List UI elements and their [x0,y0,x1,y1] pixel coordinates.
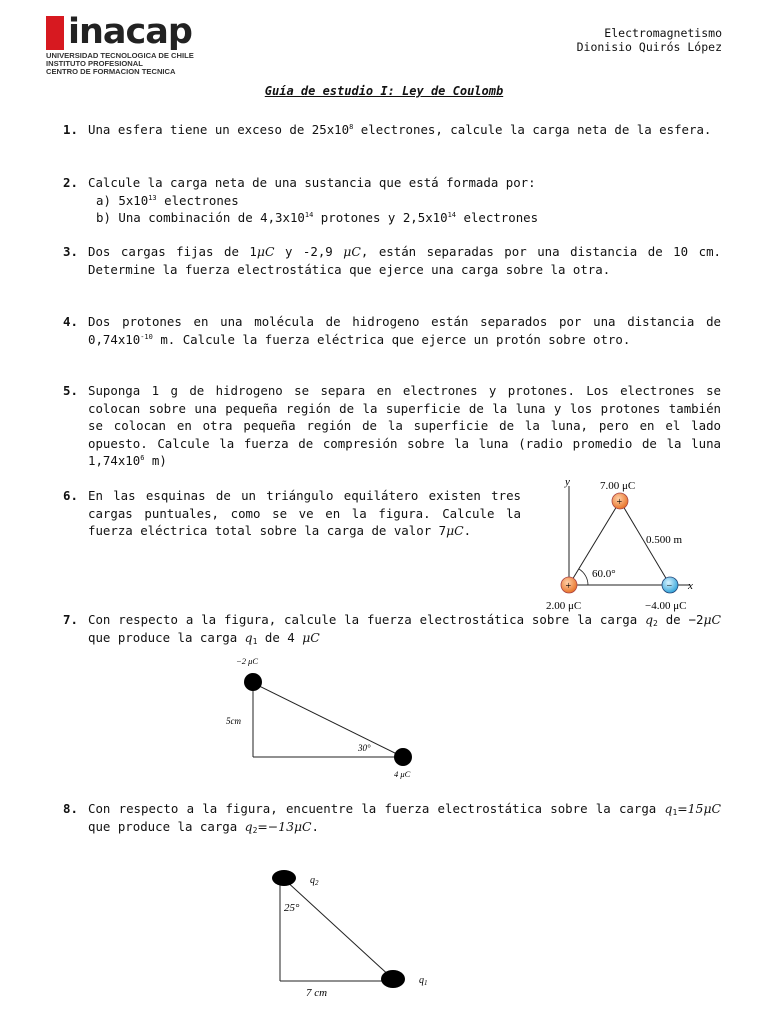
question-2: 2. Calcule la carga neta de una sustancia que está formada por: a) $5x10^{13}$ electrones b) Una combinación de $4,3x10^{14}$ protones y $2,5x10^{14}$ electrones [63,174,721,227]
minus-sign: − [666,581,673,592]
plus-sign: + [565,581,572,592]
left-charge-label: 2.00 μC [546,600,582,612]
question-8: 8. Con respecto a la figura, encuentre la fuerza electrostática sobre la carga q1=15μC que produce la carga q2=−13μC. [63,801,721,835]
figure-equilateral-triangle [530,474,720,616]
side-length-label: 0.500 m [646,534,683,546]
figure-right-triangle-8 [258,858,458,1004]
question-2-item-a: a) $5x10^{13}$ electrones [96,192,239,208]
question-6: 6. En las esquinas de un triángulo equilátero existen tres cargas puntuales, como se ve en la figura. Calcule la fuerza eléctrica total sobre la carga de valor 7μC. [63,488,521,538]
top-charge-label: −2 μC [236,656,259,666]
question-7: 7. Con respecto a la figura, calcule la fuerza electrostática sobre la carga q2 de −2μC que produce la carga q1 de 4 μC [63,612,721,646]
logo-subtitle: UNIVERSIDAD TECNOLOGICA DE CHILE INSTITUTO PROFESIONAL CENTRO DE FORMACION TECNICA [46,51,194,76]
charge-bottom-right [394,748,412,766]
hypotenuse [253,683,403,757]
charge-top [272,870,296,886]
bottom-charge-label: 4 μC [394,769,411,779]
base-length-label: 7 cm [306,987,328,999]
author-name: Dionisio Quirós López [576,40,722,54]
question-3: 3. Dos cargas fijas de 1μC y -2,9 μC, están separadas por una distancia de 10 cm. Determine la fuerza electrostática que ejerce una carga sobre la otra. [63,244,721,277]
course-name: Electromagnetismo [604,26,722,40]
angle-label: 25° [284,902,300,914]
course-header [577,26,722,54]
question-2-item-b: b) Una combinación de $4,3x10^{14}$ protones y $2,5x10^{14}$ electrones [96,210,539,225]
x-axis-label: x [688,580,693,592]
angle-label: 60.0° [592,568,616,580]
question-4: 4. Dos protones en una molécula de hidrogeno están separados por una distancia de $0,74x10^{-10}$ m. Calcule la fuerza eléctrica que ejerce un protón sobre otro. [63,314,721,347]
charge-bottom-right [381,970,405,988]
page-title: Guía de estudio I: Ley de Coulomb [264,84,504,98]
angle-label: 30° [358,743,371,753]
side-length-label: 5cm [226,716,241,726]
figure-right-triangle-7 [218,650,428,782]
y-axis-label: y [565,476,570,488]
plus-sign: + [616,497,623,508]
question-5: 5. Suponga 1 g de hidrogeno se separa en electrones y protones. Los electrones se colocan sobre una pequeña región de la superficie de la luna y los protones también se colocan en otra pequeña región de la superficie de la luna, pero en el lado opuesto. Calcule la fuerza de compresión sobre la luna (radio promedio de la luna $1,74x10^6$ m) [63,383,721,468]
logo-text: inacap [68,12,192,52]
hypotenuse [284,879,393,979]
right-charge-label: $q_1$ [419,975,428,987]
top-charge-label: 7.00 μC [600,480,636,492]
top-charge-label: $q_2$ [310,875,319,887]
logo-mark [46,16,64,50]
question-1: 1. Una esfera tiene un exceso de $25x10^8$ electrones, calcule la carga neta de la esfera. [63,122,712,137]
charge-top [244,673,262,691]
angle-arc [579,569,588,585]
right-charge-label: −4.00 μC [645,600,687,612]
